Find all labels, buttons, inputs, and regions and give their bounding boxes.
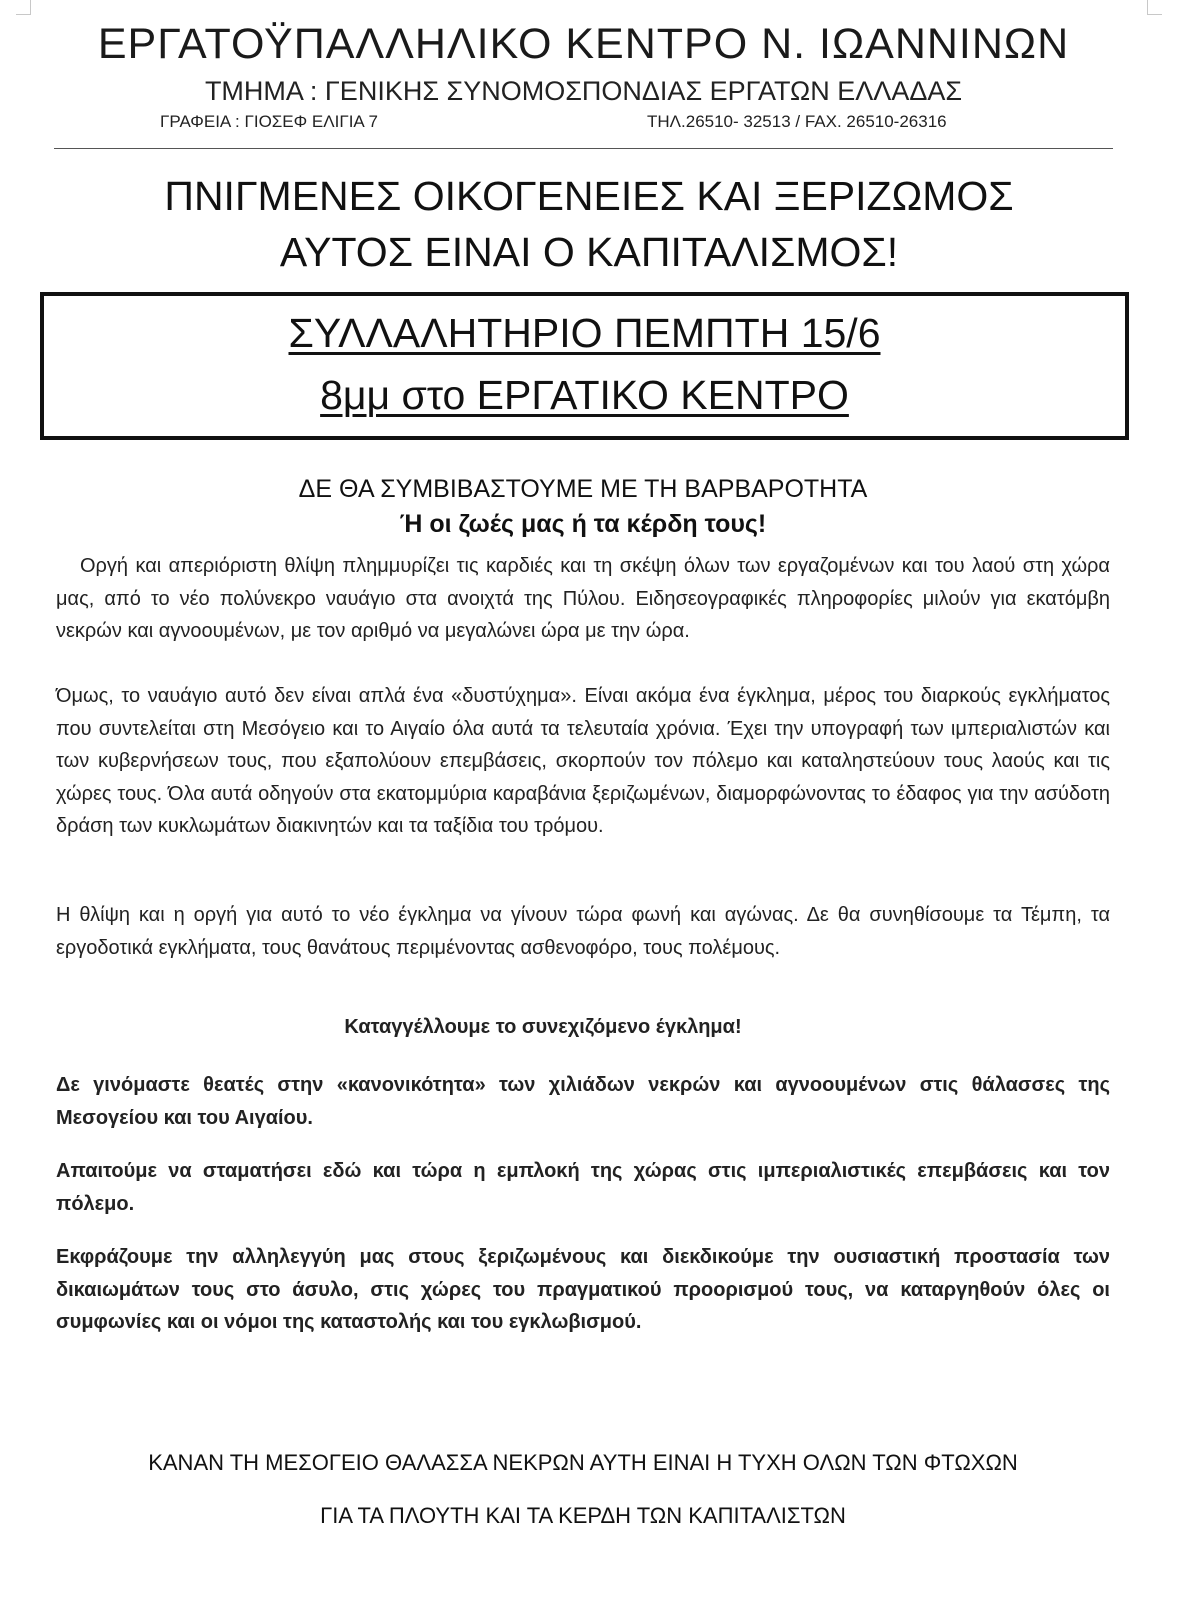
headline-line-1: ΠΝΙΓΜΕΝΕΣ ΟΙΚΟΓΕΝΕΙΕΣ ΚΑΙ ΞΕΡΙΖΩΜΟΣ (164, 173, 1014, 219)
organization-name: ΕΡΓΑΤΟΫΠΑΛΛΗΛΙΚΟ ΚΕΝΤΡΟ Ν. ΙΩΑΝΝΙΝΩΝ (97, 20, 1070, 68)
subheading-line-2: Ή οι ζωές μας ή τα κέρδη τους! (399, 510, 767, 538)
demand-3: Εκφράζουμε την αλληλεγγύη μας στους ξεριζωμένους και διεκδικούμε την ουσιαστική προστασία των δικαιωμάτων τους στο άσυλο, στις χώρες του πραγματικού προορισμού τους, να καταργηθούν όλες οι συμφωνίες και οι νόμοι της καταστολής και του εγκλωβισμού. (56, 1246, 1110, 1333)
subheading-line-1: ΔΕ ΘΑ ΣΥΜΒΙΒΑΣΤΟΥΜΕ ΜΕ ΤΗ ΒΑΡΒΑΡΟΤΗΤΑ (298, 475, 868, 503)
office-address: ΓΡΑΦΕΙΑ : ΓΙΟΣΕΦ ΕΛΙΓΙΑ 7 (160, 112, 379, 131)
headline-line-2: ΑΥΤΟΣ ΕΙΝΑΙ Ο ΚΑΠΙΤΑΛΙΣΜΟΣ! (279, 229, 899, 275)
main-headline (0, 168, 1178, 280)
page-corner-mark-left (16, 0, 31, 15)
rally-date: ΣΥΛΛΑΛΗΤΗΡΙΟ ΠΕΜΠΤΗ 15/6 (288, 310, 881, 356)
rally-announcement-box (40, 292, 1129, 440)
paragraph-1: Οργή και απεριόριστη θλίψη πλημμυρίζει τις καρδιές και τη σκέψη όλων των εργαζομένων και του λαού στη χώρα μας, από το νέο πολύνεκρο ναυάγιο στα ανοιχτά της Πύλου. Ειδησεογραφικές πληροφορίες μιλούν για εκατόμβη νεκρών και αγνοουμένων, με τον αριθμό να μεγαλώνει ώρα με την ώρα. (56, 555, 1110, 642)
demand-1: Δε γινόμαστε θεατές στην «κανονικότητα» των χιλιάδων νεκρών και αγνοουμένων στις θάλασσες της Μεσογείου και του Αιγαίου. (56, 1074, 1110, 1129)
closing-line-1: ΚΑΝΑΝ ΤΗ ΜΕΣΟΓΕΙΟ ΘΑΛΑΣΣΑ ΝΕΚΡΩΝ ΑΥΤΗ ΕΙΝΑΙ Η ΤΥΧΗ ΟΛΩΝ ΤΩΝ ΦΤΩΧΩΝ (148, 1450, 1018, 1475)
organization-department: ΤΜΗΜΑ : ΓΕΝΙΚΗΣ ΣΥΝΟΜΟΣΠΟΝΔΙΑΣ ΕΡΓΑΤΩΝ ΕΛΛΑΔΑΣ (204, 76, 963, 106)
paragraph-3: Η θλίψη και η οργή για αυτό το νέο έγκλημα να γίνουν τώρα φωνή και αγώνας. Δε θα συνηθίσουμε τα Τέμπη, τα εργοδοτικά εγκλήματα, τους θανάτους περιμένοντας ασθενοφόρο, τους πολέμους. (56, 904, 1110, 959)
phone-fax: ΤΗΛ.26510- 32513 / FAX. 26510-26316 (647, 112, 947, 131)
letterhead (54, 18, 1113, 134)
paragraph-2: Όμως, το ναυάγιο αυτό δεν είναι απλά ένα «δυστύχημα». Είναι ακόμα ένα έγκλημα, μέρος του διαρκούς εγκλήματος που συντελείται στη Μεσόγειο και το Αιγαίο όλα αυτά τα τελευταία χρόνια. Έχει την υπογραφή των ιμπεριαλιστών και των κυβερνήσεων τους, που εξαπολύουν επεμβάσεις, σκορπούν τον πόλεμο και καταληστεύουν τους λαούς και τις χώρες τους. Όλα αυτά οδηγούν στα εκατομμύρια καραβάνια ξεριζωμένων, διαμορφώνοντας το έδαφος για την ασύδοτη δράση των κυκλωμάτων διακινητών και τα ταξίδια του τρόμου. (56, 685, 1110, 837)
demand-2: Απαιτούμε να σταματήσει εδώ και τώρα η εμπλοκή της χώρας στις ιμπεριαλιστικές επεμβάσεις και τον πόλεμο. (56, 1160, 1110, 1215)
subheadings (0, 472, 1166, 542)
closing-line-2: ΓΙΑ ΤΑ ΠΛΟΥΤΗ ΚΑΙ ΤΑ ΚΕΡΔΗ ΤΩΝ ΚΑΠΙΤΑΛΙΣΤΩΝ (320, 1503, 846, 1528)
rally-time-place: 8μμ στο ΕΡΓΑΤΙΚΟ ΚΕΝΤΡΟ (320, 372, 849, 418)
header-divider (54, 148, 1113, 149)
organization-contact (54, 112, 1113, 134)
denounce-statement: Καταγγέλλουμε το συνεχιζόμενο έγκλημα! (344, 1016, 742, 1038)
page-corner-mark-right (1147, 0, 1162, 15)
